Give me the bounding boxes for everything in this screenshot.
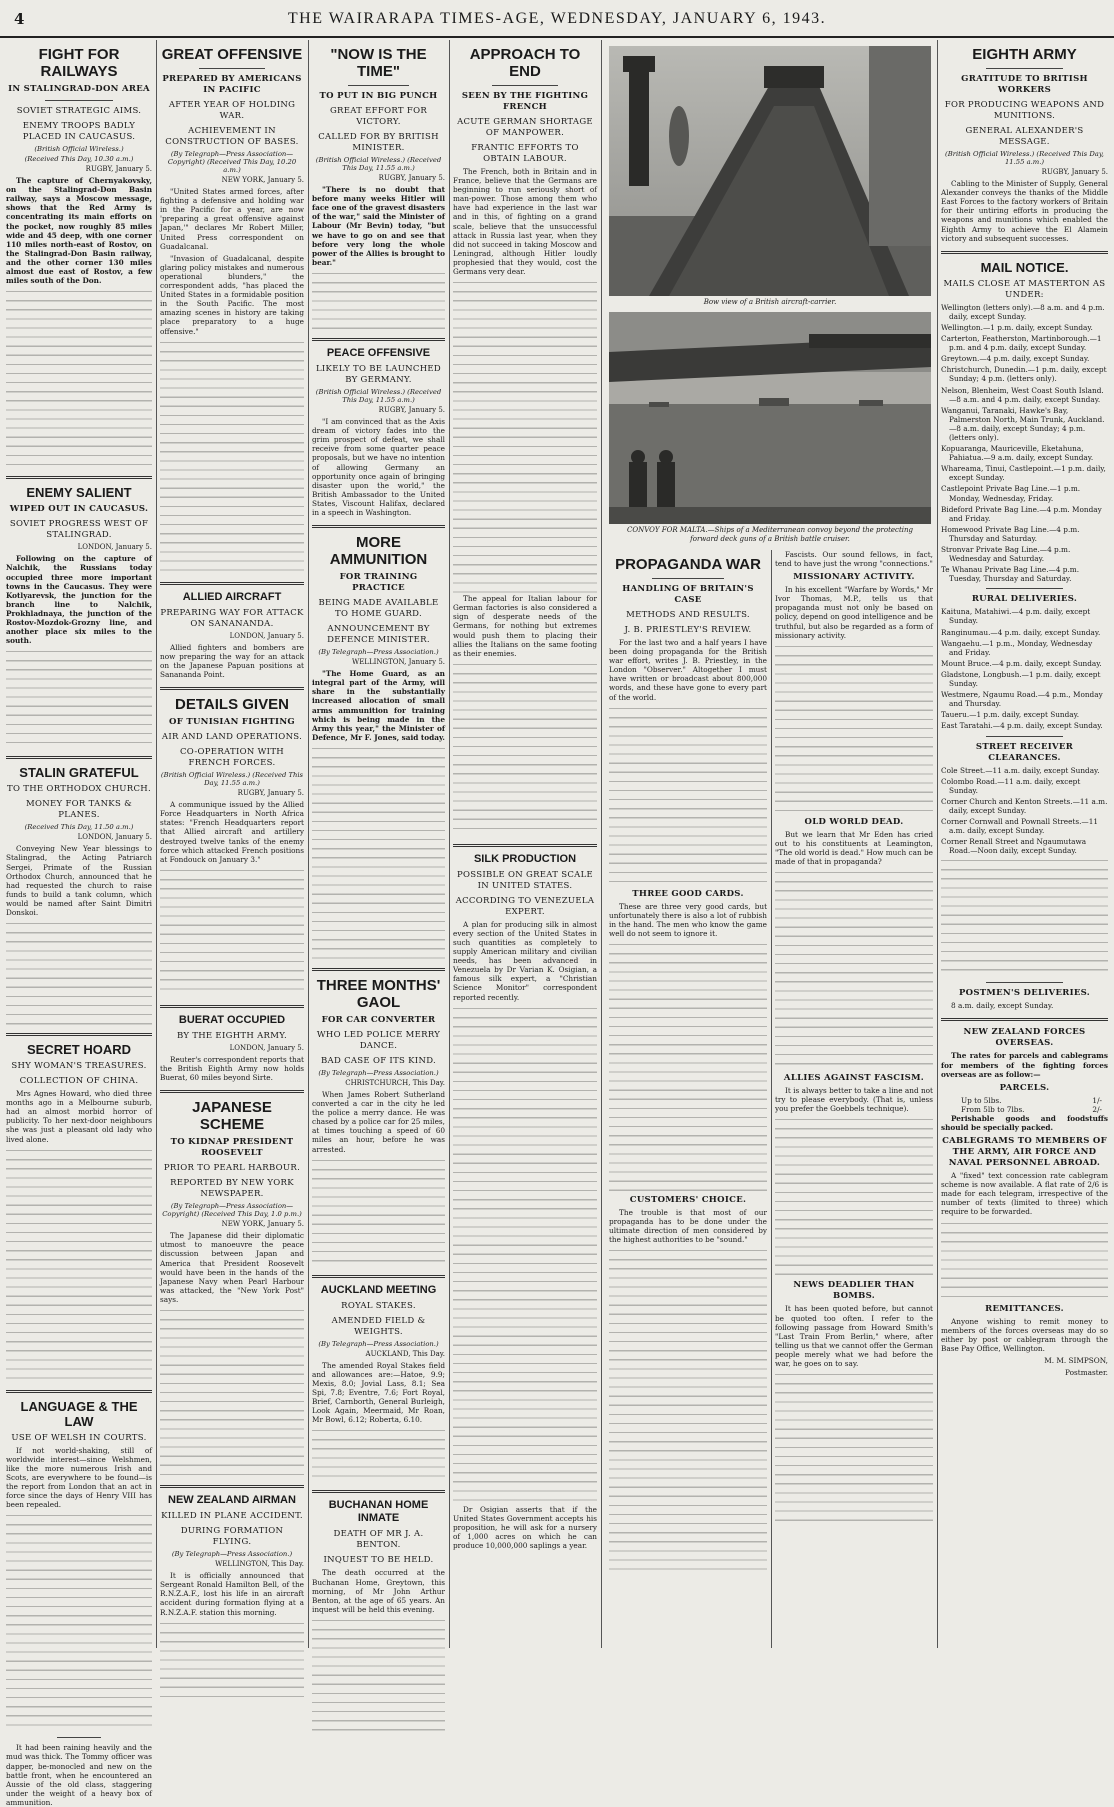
parcel-price: 2/- <box>1092 1104 1102 1114</box>
subheading: TO KIDNAP PRESIDENT ROOSEVELT <box>170 1137 294 1159</box>
headline: ENEMY SALIENT <box>26 485 132 501</box>
subheading: CALLED FOR BY BRITISH MINISTER. <box>318 132 439 153</box>
subheading: IN STALINGRAD-DON AREA <box>8 84 150 94</box>
subheading: FOR PRODUCING WEAPONS AND MUNITIONS. <box>944 100 1105 121</box>
article-enemy-salient <box>6 485 152 748</box>
dateline: WELLINGTON, January 5. <box>352 658 445 667</box>
received-line: (Received This Day, 10.30 a.m.) <box>24 155 134 163</box>
article-japanese-scheme <box>160 1099 304 1477</box>
cablegrams-title: CABLEGRAMS TO MEMBERS OF THE ARMY, AIR FORCE AND NAVAL PERSONNEL ABROAD. <box>942 1136 1107 1169</box>
subheading: REPORTED BY NEW YORK NEWSPAPER. <box>170 1178 294 1200</box>
subheading: ACCORDING TO VENEZUELA EXPERT. <box>455 895 595 917</box>
column-1 <box>6 40 152 1807</box>
headline: AUCKLAND MEETING <box>320 1283 437 1296</box>
mail-close-item: Greytown.—4 p.m. daily, except Sunday. <box>941 354 1090 364</box>
headline: DETAILS GIVEN <box>175 696 289 714</box>
article-body: "United States armed forces, after fighting a defensive and holding war in the Pacific for a year, are now 'preparing a great offensive against Japan,'" declares Mr Robert Miller, United Press correspondent on Guadalcanal. <box>160 187 304 251</box>
parcel-rate-row <box>961 1096 1102 1105</box>
article-text-continued <box>775 869 933 1069</box>
article-text-continued <box>775 1371 933 1521</box>
subheading: SOVIET PROGRESS WEST OF STALINGRAD. <box>9 519 149 541</box>
source-line: (By Telegraph—Press Association—Copyright) (Received This Day, 10.20 a.m.) <box>167 150 297 174</box>
article-text-continued <box>312 1157 445 1267</box>
dateline: RUGBY, January 5. <box>378 174 445 182</box>
article-body: Mrs Agnes Howard, who died three months ago in a Melbourne suburb, had an almost morbid horror of publicity. To her next-door neighbours she was just a pleasant old lady who lived alone. <box>6 1089 152 1144</box>
headline: GREAT OFFENSIVE <box>161 46 303 63</box>
anecdote-body: It had been raining heavily and the mud was thick. The Tommy officer was dapper, be-monocled and new on the battle front, when he encountered an Aussie of the old class, staggering under the weight of a heavy box of ammunition. <box>6 1743 152 1807</box>
column-rule <box>449 40 450 1648</box>
article-text-continued <box>6 920 152 1025</box>
subheading: SHY WOMAN'S TREASURES. <box>11 1061 147 1072</box>
mail-notice-title: MAIL NOTICE. <box>980 259 1069 275</box>
rural-delivery-item: Gladstone, Longbush.—1 p.m. daily, except Sunday. <box>941 669 1101 689</box>
street-clearance-item: Corner Church and Kenton Streets.—11 a.m. daily, except Sunday. <box>941 796 1108 815</box>
source-line: (British Official Wireless.) (Received This Day, 11.55 a.m.) <box>160 771 304 788</box>
photo-convoy-for-malta <box>609 312 931 524</box>
article-fight-for-railways <box>6 46 152 468</box>
article-body: "I am convinced that as the Axis dream of victory fades into the grim prospect of defeat, we shall receive from some quarter peace proposals, but we have no intention of allowing Germany an opportunity once again of bringing disaster upon the world," the British Ambassador to the United States, Viscount Halifax, declared in a speech in Washington. <box>312 417 445 517</box>
rural-delivery-item: Kaituna, Matahiwi.—4 p.m. daily, except Sunday. <box>941 607 1091 626</box>
dateline: LONDON, January 5. <box>77 833 152 842</box>
newspaper-title: THE WAIRARAPA TIMES-AGE, WEDNESDAY, JANUARY 6, 1943. <box>287 10 827 27</box>
source-line: (British Official Wireless.) (Received This Day, 11.55 a.m.) <box>945 150 1104 166</box>
photo-aircraft-carrier <box>609 46 931 296</box>
article-text-continued <box>160 1307 304 1477</box>
mail-close-item: Carterton, Featherston, Martinborough.—1 p.m. and 4 p.m. daily, except Sunday. <box>941 334 1102 353</box>
article-auckland-meeting <box>312 1284 445 1483</box>
subheading: CO-OPERATION WITH FRENCH FORCES. <box>179 747 285 769</box>
headline: SILK PRODUCTION <box>473 852 577 865</box>
forces-overseas-title: NEW ZEALAND FORCES OVERSEAS. <box>963 1027 1086 1049</box>
parcel-rate-row <box>961 1105 1102 1114</box>
article-details-given <box>160 696 304 997</box>
article-language-and-law <box>6 1399 152 1807</box>
article-body: A plan for producing silk in almost every section of the United States in such quantities as completely to supply American military and civilian needs, has been advanced in Venezuela by Dr Varian K. Osigian, a famous silk expert, a "Christian Science Monitor" correspondent reported recently. <box>453 919 597 1002</box>
article-body: "The Home Guard, as an integral part of the Army, will share in the substantially increased allocation of small arms ammunition for training which is being made in the Army this year," the Minister of Defence, Mr F. Jones, said today. <box>312 669 445 742</box>
article-text-continued <box>6 648 152 748</box>
subheading: SOVIET STRATEGIC AIMS. <box>16 106 142 116</box>
column-rule <box>771 550 772 1648</box>
column-6 <box>941 40 1108 1648</box>
headline: "NOW IS THE TIME" <box>330 46 427 80</box>
subheading: METHODS AND RESULTS. <box>626 610 750 620</box>
article-text-continued <box>312 1617 445 1737</box>
subheading: MONEY FOR TANKS & PLANES. <box>26 799 132 821</box>
article-body: "There is no doubt that before many weeks Hitler will face one of the gravest disasters of the war," said the Minister of Labour (Mr Bevin) today, "but we have to go on and see that before very long the whole power of the Allies is brought to bear." <box>312 185 445 267</box>
mail-close-item: Homewood Private Bag Line.—4 p.m. Thursday and Saturday. <box>941 524 1080 543</box>
article-body: The amended Royal Stakes field and allowances are:—Hatoe, 9.9; Mexis, 8.0; Jovial Lass, 8.1; Sea Spi, 7.8; Eventre, 7.6; Fort Royal, Brief, Carnborth, General Burleigh, Look Again, Meermaid, Mr Roan, Mr Bowl, 6.12; Roberta, 6.10. <box>312 1360 445 1425</box>
article-body: For the last two and a half years I have been doing propaganda for the British war effort, writes J. B. Priestley, in the London "Observer." Altogether I must have written or broadcast about 800,000 words, and these have gone to every part of the world. <box>609 638 767 702</box>
article-text-continued <box>453 279 597 594</box>
column-3 <box>312 40 445 1648</box>
article-propaganda-war <box>609 556 767 1577</box>
postmaster-signature: M. M. SIMPSON, <box>1044 1355 1108 1365</box>
subheading: LIKELY TO BE LAUNCHED BY GERMANY. <box>315 363 442 385</box>
parcel-weight: Up to 5lbs. <box>961 1095 1002 1105</box>
subheading: BAD CASE OF ITS KIND. <box>320 1055 437 1066</box>
mail-close-list <box>941 303 1108 584</box>
subheading: TO PUT IN BIG PUNCH <box>319 91 438 101</box>
subheading: PRIOR TO PEARL HARBOUR. <box>163 1163 301 1174</box>
mail-close-item: Nelson, Blenheim, West Coast South Island.—8 a.m. and 4 p.m. daily, except Sunday. <box>941 385 1104 404</box>
rural-delivery-item: Westmere, Ngaumu Road.—4 p.m., Monday and Thursday. <box>941 690 1103 709</box>
article-body: The French, both in Britain and in France, believe that the Germans are beginning to run seriously short of man-power. Those among them who have had experience in the last war and in this, of fighting on a grand scale, believe that the unsuccessful attack in Russia last year, when they did not succeed in taking Moscow and Leningrad, although Hitler loudly prophesied that they would, cost the Germans very dear. <box>453 167 597 277</box>
subheading: SEEN BY THE FIGHTING FRENCH <box>461 91 589 112</box>
parcel-weight: From 5lb to 7lbs. <box>961 1104 1025 1114</box>
rural-delivery-item: Taueru.—1 p.m. daily, except Sunday. <box>941 710 1080 720</box>
article-text-continued <box>609 705 767 885</box>
mail-close-item: Whareama, Tinui, Castlepoint.—1 p.m. daily, except Sunday. <box>941 464 1106 483</box>
mail-notice <box>941 260 1108 1377</box>
source-line: (British Official Wireless.) (Received This Day, 11.55 a.m.) <box>315 387 442 404</box>
subheading: GREAT EFFORT FOR VICTORY. <box>329 106 428 127</box>
article-now-is-the-time <box>312 46 445 330</box>
article-secret-hoard <box>6 1042 152 1382</box>
remittances-body: Anyone wishing to remit money to members of the forces overseas may do so either by post or cablegram through the Base Pay Office, Wellington. <box>941 1316 1108 1353</box>
masthead <box>0 0 1114 38</box>
section-heading: OLD WORLD DEAD. <box>804 816 904 827</box>
mail-close-item: Christchurch, Dunedin.—1 p.m. daily, except Sunday; 4 p.m. (letters only). <box>941 365 1107 384</box>
article-buchanan-home <box>312 1499 445 1736</box>
article-silk-production <box>453 853 597 1550</box>
headline: STALIN GRATEFUL <box>19 765 139 781</box>
headline: BUCHANAN HOME INMATE <box>328 1499 429 1525</box>
dateline: LONDON, January 5. <box>229 631 304 640</box>
rural-delivery-list <box>941 607 1108 730</box>
article-text-continued <box>775 1116 933 1276</box>
headline: PROPAGANDA WAR <box>615 556 761 573</box>
article-body: It is always better to take a line and not try to please everybody. (That is, unless you prefer the Goebbels technique). <box>775 1086 933 1114</box>
column-rule <box>937 40 938 1648</box>
subheading: BY THE EIGHTH ARMY. <box>176 1030 288 1041</box>
article-text-continued <box>609 1247 767 1577</box>
subheading: WHO LED POLICE MERRY DANCE. <box>316 1029 441 1051</box>
dateline: WELLINGTON, This Day. <box>215 1560 304 1569</box>
mail-close-item: Wellington.—1 p.m. daily, except Sunday. <box>941 322 1093 332</box>
article-body: The capture of Chernyakovsky, on the Stalingrad-Don Basin railway, says a Moscow message, shows that the Red Army is concentrating its main efforts on the pocket, now roughly 85 miles wide and 45 deep, with one corner 110 miles north-east of Rostov, on the Stalingrad-Don Basin railway, and the other corner 130 miles almost due east of Rostov, a few miles south of the Don. <box>6 176 152 286</box>
street-clearance-list <box>941 766 1108 856</box>
source-line: (By Telegraph—Press Association.) <box>318 1339 439 1348</box>
photo-caption: Bow view of a British aircraft-carrier. <box>703 298 837 306</box>
dateline: RUGBY, January 5. <box>237 789 304 798</box>
street-clearance-item: Cole Street.—11 a.m. daily, except Sunday. <box>941 765 1100 775</box>
column-2 <box>160 40 304 1648</box>
article-eighth-army <box>941 46 1108 243</box>
subheading: COLLECTION OF CHINA. <box>19 1076 139 1087</box>
section-heading: NEWS DEADLIER THAN BOMBS. <box>793 1280 915 1302</box>
source-line: (By Telegraph—Press Association—Copyright) (Received This Day, 1.0 p.m.) <box>162 1202 302 1219</box>
headline: APPROACH TO END <box>469 46 581 80</box>
article-text-continued <box>941 1220 1108 1300</box>
postmaster-title: Postmaster. <box>1065 1368 1108 1378</box>
article-buerat-occupied <box>160 1014 304 1082</box>
postmen-deliveries-title: POSTMEN'S DELIVERIES. <box>958 988 1091 999</box>
mail-close-item: Wellington (letters only).—8 a.m. and 4 p.m. daily, except Sunday. <box>941 302 1105 321</box>
received-line: (Received This Day, 11.50 a.m.) <box>24 823 134 832</box>
mail-close-item: Wanganui, Taranaki, Hawke's Bay, Palmerston North, Main Trunk, Auckland.—8 a.m. daily, except Sunday; 4 p.m. (letters only). <box>941 405 1105 442</box>
source-line: (British Official Wireless.) (Received This Day, 11.55 a.m.) <box>315 156 442 172</box>
street-clearance-item: Corner Renall Street and Ngaumutawa Road.—Noon daily, except Sunday. <box>941 837 1087 856</box>
headline: JAPANESE SCHEME <box>192 1099 272 1134</box>
column-rule <box>308 40 309 1648</box>
subheading: HANDLING OF BRITAIN'S CASE <box>622 584 754 605</box>
rural-delivery-item: East Taratahi.—4 p.m. daily, except Sunday. <box>941 721 1103 731</box>
forces-overseas-body: The rates for parcels and cablegrams for members of the fighting forces overseas are as follow:— <box>941 1051 1108 1079</box>
source-line: (By Telegraph—Press Association.) <box>318 648 439 657</box>
article-body: Dr Osigian asserts that if the United States Government accepts his proposition, he will ask for a nursery of 1,000 acres on which he can produce 10,000,000 saplings a year. <box>453 1504 597 1550</box>
column-5a <box>609 550 767 1648</box>
article-stalin-grateful <box>6 765 152 1025</box>
article-allied-aircraft <box>160 591 304 679</box>
rural-delivery-item: Mount Bruce.—4 p.m. daily, except Sunday. <box>941 658 1102 668</box>
article-text-continued <box>453 1005 597 1505</box>
dateline: RUGBY, January 5. <box>85 165 152 173</box>
subheading: GENERAL ALEXANDER'S MESSAGE. <box>965 126 1084 147</box>
article-body: Allied fighters and bombers are now preparing the way for an attack on the Japanese Papuan positions at Sanananda Point. <box>160 642 304 679</box>
article-body: It has been quoted before, but cannot be quoted too often. I refer to the following passage from Howard Smith's "Last Train From Berlin," where, after telling us that we cannot offer the German people merely what we had before the war, he goes on to say. <box>775 1304 933 1368</box>
subheading: PREPARED BY AMERICANS IN PACIFIC <box>162 74 302 95</box>
subheading: ENEMY TROOPS BADLY PLACED IN CAUCASUS. <box>22 121 136 142</box>
article-body: Following on the capture of Nalchik, the Russians today occupied three more important towns in the Caucasus. They were Kotlyarevsk, the junction for the branch line to Nalchik, Prokhladnaya, the junction of the Rostov-Mozdok-Grozny line, and another place six miles to the south. <box>6 554 152 646</box>
article-body: The trouble is that most of our propaganda has to be done under the ultimate direction of men considered by the highest authorities to be "sound." <box>609 1208 767 1245</box>
article-text-continued <box>312 270 445 330</box>
column-rule <box>156 40 157 1648</box>
article-text-continued <box>160 867 304 997</box>
aircraft-carrier-image <box>609 46 931 296</box>
subheading: PREPARING WAY FOR ATTACK ON SANANANDA. <box>160 607 304 629</box>
article-body: Fascists. Our sound fellows, in fact, tend to have just the wrong "connections." <box>775 550 933 569</box>
dateline: AUCKLAND, This Day. <box>365 1349 445 1358</box>
headline: FIGHT FOR RAILWAYS <box>38 46 120 80</box>
subheading: DEATH OF MR J. A. BENTON. <box>333 1529 424 1551</box>
convoy-image <box>609 312 931 524</box>
subheading: OF TUNISIAN FIGHTING <box>169 717 295 728</box>
parcel-rates <box>941 1096 1108 1114</box>
dateline: NEW YORK, January 5. <box>221 1220 304 1229</box>
article-approach-to-end <box>453 46 597 836</box>
article-body: The Japanese did their diplomatic utmost to manoeuvre the peace discussion between Japan and America that President Roosevelt would have been in the hands of the Japanese Navy when Pearl Harbour was attacked, the "New York Post" says. <box>160 1231 304 1304</box>
article-text-continued <box>6 288 152 468</box>
mail-close-item: Castlepoint Private Bag Line.—1 p.m. Monday, Wednesday, Friday. <box>941 484 1081 503</box>
headline: THREE MONTHS' GAOL <box>316 976 441 1011</box>
subheading: FRANTIC EFFORTS TO OBTAIN LABOUR. <box>471 143 579 164</box>
article-body: Cabling to the Minister of Supply, General Alexander conveys the thanks of the Middle East Forces to the factory workers of Britain for their untiring efforts in producing the weapons and munitions which enabled the Eighth Army to achieve the El Alamein victory and subsequent successes. <box>941 179 1108 243</box>
source-line: (By Telegraph—Press Association.) <box>171 1550 293 1559</box>
article-text-continued <box>312 745 445 960</box>
subheading: INQUEST TO BE HELD. <box>323 1555 434 1566</box>
rural-delivery-item: Wangaehu.—1 p.m., Monday, Wednesday and Friday. <box>941 638 1093 657</box>
subheading: USE OF WELSH IN COURTS. <box>11 1432 147 1443</box>
photo-caption: CONVOY FOR MALTA.—Ships of a Mediterranean convoy beyond the protecting forward deck guns of a British battle cruiser. <box>626 526 914 543</box>
parcel-price: 1/- <box>1092 1095 1102 1105</box>
subheading: FOR CAR CONVERTER <box>321 1014 436 1025</box>
parcels-title: PARCELS. <box>999 1082 1050 1093</box>
headline: EIGHTH ARMY <box>972 46 1077 63</box>
page-number: 4 <box>14 10 25 28</box>
headline: PEACE OFFENSIVE <box>326 346 431 359</box>
dateline: NEW YORK, January 5. <box>221 176 304 184</box>
subheading: TO THE ORTHODOX CHURCH. <box>7 784 151 795</box>
article-body: A communique issued by the Allied Force Headquarters in North Africa states: "French Headquarters report that Allied aircraft and artillery destroyed twelve tanks of the enemy force which attacked French positions at Fondouck on January 3." <box>160 800 304 864</box>
subheading: WIPED OUT IN CAUCASUS. <box>9 504 149 515</box>
article-body: If not world-shaking, still of worldwide interest—since Welshmen, like the more numerous Irish and Scots, are everywhere to be found—is the report from London that an act in force since the days of Henry VIII has been repealed. <box>6 1445 152 1510</box>
article-body: It is officially announced that Sergeant Ronald Hamilton Bell, of the R.N.Z.A.F., lost his life in an aircraft accident during formation flying at a R.N.Z.A.F. station this morning. <box>160 1571 304 1617</box>
subheading: DURING FORMATION FLYING. <box>180 1526 284 1548</box>
subheading: AMENDED FIELD & WEIGHTS. <box>331 1315 426 1337</box>
subheading: ANNOUNCEMENT BY DEFENCE MINISTER. <box>327 624 430 646</box>
article-peace-offensive <box>312 347 445 517</box>
section-heading: MISSIONARY ACTIVITY. <box>793 572 915 583</box>
postmen-deliveries-body: 8 a.m. daily, except Sunday. <box>951 1001 1054 1011</box>
subheading: ACUTE GERMAN SHORTAGE OF MANPOWER. <box>457 117 593 138</box>
article-body: When James Robert Sutherland converted a car in the city he led the police a merry dance. He was chased by a police car for 25 miles, at times touching a speed of 60 miles an hour, before he was arrested. <box>312 1090 445 1154</box>
section-heading: CUSTOMERS' CHOICE. <box>629 1195 747 1206</box>
mail-close-item: Bideford Private Bag Line.—4 p.m. Monday and Friday. <box>941 504 1102 523</box>
subheading: POSSIBLE ON GREAT SCALE IN UNITED STATES. <box>456 869 594 891</box>
article-text-continued <box>312 1427 445 1482</box>
dateline: RUGBY, January 5. <box>378 405 445 414</box>
column-rule <box>601 40 602 1648</box>
article-body: The appeal for Italian labour for German factories is also considered a sign of desperate needs of the Germans, for nothing but extremes would push them to placing their allies the Italians on the same footing as their enemies. <box>453 594 597 658</box>
headline: LANGUAGE & THE LAW <box>20 1398 138 1429</box>
article-three-months-gaol <box>312 977 445 1267</box>
subheading: ROYAL STAKES. <box>341 1300 416 1311</box>
headline: ALLIED AIRCRAFT <box>182 590 282 603</box>
section-heading: ALLIES AGAINST FASCISM. <box>783 1073 925 1084</box>
article-body: "Invasion of Guadalcanal, despite glaring policy mistakes and numerous operational blunders," the correspondent adds, "has placed the United States in a formidable position in the South Pacific. The most amazing scenes in history are taking place preparatory to a huge offensive." <box>160 253 304 336</box>
perishable-note: Perishable goods and foodstuffs should be specially packed. <box>941 1113 1108 1132</box>
column-4 <box>453 40 597 1648</box>
article-text-continued <box>775 643 933 813</box>
article-text-continued <box>6 1147 152 1382</box>
article-more-ammunition <box>312 534 445 960</box>
subheading: J. B. PRIESTLEY'S REVIEW. <box>624 625 752 635</box>
subheading: AFTER YEAR OF HOLDING WAR. <box>168 100 296 121</box>
subheading: FOR TRAINING PRACTICE <box>339 572 418 594</box>
cablegrams-body: A "fixed" text concession rate cablegram scheme is now available. A flat rate of 2/6 is made for each telegram, irrespective of the number of texts (limited to three) which require to be forwarded. <box>941 1171 1108 1217</box>
article-text-continued <box>609 941 767 1191</box>
section-heading: THREE GOOD CARDS. <box>632 888 744 899</box>
subheading: BEING MADE AVAILABLE TO HOME GUARD. <box>318 598 439 620</box>
column-5b <box>775 550 933 1648</box>
list-continued <box>941 857 1108 977</box>
article-new-zealand-airman <box>160 1494 304 1700</box>
subheading: KILLED IN PLANE ACCIDENT. <box>161 1511 303 1522</box>
headline: MORE AMMUNITION <box>329 534 428 569</box>
mail-close-item: Kopuaranga, Mauriceville, Eketahuna, Pahiatua.—9 a.m. daily, except Sunday. <box>941 444 1094 463</box>
source-line: (By Telegraph—Press Association.) <box>318 1068 439 1077</box>
dateline: CHRISTCHURCH, This Day. <box>345 1078 445 1087</box>
article-body: Conveying New Year blessings to Stalingrad, the Acting Patriarch Sergei, Primate of the Russian Orthodox Church, announced that he had requested the church to raise funds to build a tank column, which would be named after Saint Dimitri Donskoi. <box>6 844 152 917</box>
street-clearance-item: Corner Cornwall and Pownall Streets.—11 a.m. daily, except Sunday. <box>941 816 1099 836</box>
article-body: The death occurred at the Buchanan Home, Greytown, this morning, of Mr John Arthur Benton, at the age of 65 years. An inquest will be held this evening. <box>312 1568 445 1614</box>
article-text-continued <box>160 339 304 574</box>
headline: SECRET HOARD <box>26 1042 131 1058</box>
source-line: (British Official Wireless.) <box>34 145 124 153</box>
remittances-title: REMITTANCES. <box>985 1303 1064 1314</box>
article-body: Reuter's correspondent reports that the British Eighth Army now holds Buerat, 60 miles beyond Sirte. <box>160 1054 304 1083</box>
street-clearances-title: STREET RECEIVER CLEARANCES. <box>975 741 1074 763</box>
article-text-continued <box>160 1620 304 1700</box>
rural-delivery-item: Ranginumau.—4 p.m. daily, except Sunday. <box>941 627 1101 637</box>
street-clearance-item: Colombo Road.—11 a.m. daily, except Sunday. <box>941 776 1081 795</box>
dateline: LONDON, January 5. <box>77 543 152 552</box>
article-text-continued <box>453 661 597 836</box>
mail-close-item: Te Whanau Private Bag Line.—4 p.m. Tuesday, Thursday and Saturday. <box>941 565 1080 584</box>
subheading: GRATITUDE TO BRITISH WORKERS <box>961 74 1088 95</box>
article-body: These are three very good cards, but unfortunately there is also a lot of rubbish in the hand. The men who know the game well do not seem to ignore it. <box>609 901 767 938</box>
article-great-offensive <box>160 46 304 574</box>
rural-deliveries-title: RURAL DELIVERIES. <box>971 594 1078 605</box>
dateline: RUGBY, January 5. <box>1041 168 1108 176</box>
article-body: But we learn that Mr Eden has cried out to his constituents at Leamington, "The old world is dead." How much can be made of that in propaganda? <box>775 829 933 867</box>
subheading: ACHIEVEMENT IN CONSTRUCTION OF BASES. <box>165 126 299 147</box>
dateline: LONDON, January 5. <box>229 1043 304 1052</box>
headline: NEW ZEALAND AIRMAN <box>168 1494 296 1507</box>
mail-notice-subtitle: MAILS CLOSE AT MASTERTON AS UNDER: <box>943 278 1106 300</box>
article-body: In his excellent "Warfare by Words," Mr Ivor Thomas, M.P., tells us that propaganda must not only be based on policy, depend on good intelligence and be truthful, but also be regarded as a form of missionary activity. <box>775 585 933 640</box>
subheading: AIR AND LAND OPERATIONS. <box>161 732 303 743</box>
article-text-continued <box>6 1512 152 1732</box>
mail-close-item: Stronvar Private Bag Line.—4 p.m. Wednesday and Saturday. <box>941 545 1071 564</box>
headline: BUERAT OCCUPIED <box>178 1013 286 1026</box>
